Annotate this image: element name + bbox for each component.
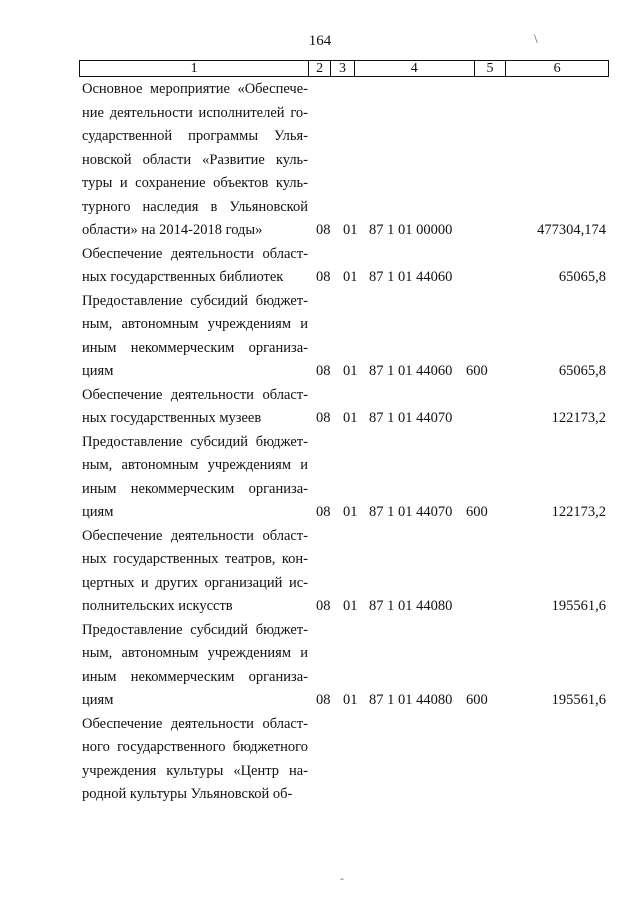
description-line: сударственной программы Улья- bbox=[82, 128, 308, 144]
amount-value: 122173,2 bbox=[551, 504, 606, 520]
row-description bbox=[82, 431, 308, 525]
description-line: иным некоммерческим организа- bbox=[82, 668, 308, 685]
row-description bbox=[82, 713, 308, 807]
section-code: 08 bbox=[316, 504, 331, 520]
description-line: родной культуры Ульяновской об- bbox=[82, 786, 293, 802]
amount-value: 65065,8 bbox=[558, 269, 606, 285]
section-code: 08 bbox=[316, 222, 331, 238]
description-line: иным некоммерческим организа- bbox=[82, 339, 308, 356]
corner-mark: \ bbox=[534, 31, 538, 46]
table-header bbox=[79, 60, 609, 77]
row-description bbox=[82, 290, 308, 384]
subsection-code: 01 bbox=[343, 692, 358, 708]
table-row bbox=[0, 525, 640, 619]
row-description bbox=[82, 243, 308, 290]
description-line: учреждения культуры «Центр на- bbox=[82, 762, 308, 779]
table-row bbox=[0, 243, 640, 290]
header-col-3: 3 bbox=[331, 61, 355, 76]
description-line: туры и сохранение объектов куль- bbox=[82, 175, 308, 191]
description-line: цертных и других организаций ис- bbox=[82, 574, 308, 591]
expense-type-code: 600 bbox=[466, 692, 488, 708]
target-article-code: 87 1 01 44070 bbox=[369, 410, 453, 426]
table-row bbox=[0, 78, 640, 243]
table-row bbox=[0, 384, 640, 431]
description-line: Обеспечение деятельности област- bbox=[82, 245, 308, 262]
description-line: циям bbox=[82, 692, 114, 708]
section-code: 08 bbox=[316, 363, 331, 379]
header-col-4: 4 bbox=[355, 61, 475, 76]
target-article-code: 87 1 01 44080 bbox=[369, 598, 453, 614]
table-row bbox=[0, 619, 640, 713]
subsection-code: 01 bbox=[343, 598, 358, 614]
header-col-6: 6 bbox=[553, 61, 561, 76]
expense-type-code: 600 bbox=[466, 363, 488, 379]
header-col-1: 1 bbox=[80, 61, 309, 76]
row-description bbox=[82, 78, 308, 243]
subsection-code: 01 bbox=[343, 363, 358, 379]
description-line: циям bbox=[82, 363, 114, 379]
description-line: ным, автономным учреждениям и bbox=[82, 457, 308, 473]
description-line: ных государственных музеев bbox=[82, 410, 262, 426]
header-col-5: 5 bbox=[475, 61, 507, 76]
target-article-code: 87 1 01 44080 bbox=[369, 692, 453, 708]
amount-value: 195561,6 bbox=[551, 692, 606, 708]
target-article-code: 87 1 01 00000 bbox=[369, 222, 453, 238]
amount-value: 477304,174 bbox=[537, 222, 606, 238]
description-line: Обеспечение деятельности област- bbox=[82, 715, 308, 732]
description-line: Предоставление субсидий бюджет- bbox=[82, 433, 308, 450]
description-line: ных государственных театров, кон- bbox=[82, 551, 308, 567]
amount-value: 65065,8 bbox=[558, 363, 606, 379]
row-description bbox=[82, 384, 308, 431]
amount-value: 122173,2 bbox=[551, 410, 606, 426]
table-row bbox=[0, 431, 640, 525]
description-line: Предоставление субсидий бюджет- bbox=[82, 292, 308, 309]
table-body bbox=[0, 78, 640, 807]
target-article-code: 87 1 01 44070 bbox=[369, 504, 453, 520]
table-row bbox=[0, 290, 640, 384]
section-code: 08 bbox=[316, 598, 331, 614]
amount-value: 195561,6 bbox=[551, 598, 606, 614]
description-line: турного наследия в Ульяновской bbox=[82, 198, 308, 215]
description-line: Предоставление субсидий бюджет- bbox=[82, 621, 308, 638]
section-code: 08 bbox=[316, 269, 331, 285]
subsection-code: 01 bbox=[343, 222, 358, 238]
description-line: Основное мероприятие «Обеспече- bbox=[82, 81, 308, 97]
description-line: ным, автономным учреждениям и bbox=[82, 645, 308, 661]
expense-type-code: 600 bbox=[466, 504, 488, 520]
description-line: Обеспечение деятельности област- bbox=[82, 527, 308, 544]
header-col-2: 2 bbox=[309, 61, 331, 76]
description-line: ным, автономным учреждениям и bbox=[82, 316, 308, 332]
table-row bbox=[0, 713, 640, 807]
footer-mark: - bbox=[340, 871, 344, 885]
page-number: 164 bbox=[308, 33, 332, 49]
subsection-code: 01 bbox=[343, 269, 358, 285]
section-code: 08 bbox=[316, 692, 331, 708]
description-line: иным некоммерческим организа- bbox=[82, 480, 308, 497]
row-description bbox=[82, 619, 308, 713]
section-code: 08 bbox=[316, 410, 331, 426]
description-line: ние деятельности исполнителей го- bbox=[82, 104, 308, 121]
row-description bbox=[82, 525, 308, 619]
description-line: Обеспечение деятельности област- bbox=[82, 386, 308, 403]
description-line: циям bbox=[82, 504, 114, 520]
description-line: ного государственного бюджетного bbox=[82, 739, 308, 755]
subsection-code: 01 bbox=[343, 410, 358, 426]
description-line: новской области «Развитие куль- bbox=[82, 151, 308, 168]
description-line: ных государственных библиотек bbox=[82, 269, 284, 285]
description-line: полнительских искусств bbox=[82, 598, 233, 614]
description-line: области» на 2014-2018 годы» bbox=[82, 222, 263, 238]
target-article-code: 87 1 01 44060 bbox=[369, 363, 453, 379]
target-article-code: 87 1 01 44060 bbox=[369, 269, 453, 285]
subsection-code: 01 bbox=[343, 504, 358, 520]
